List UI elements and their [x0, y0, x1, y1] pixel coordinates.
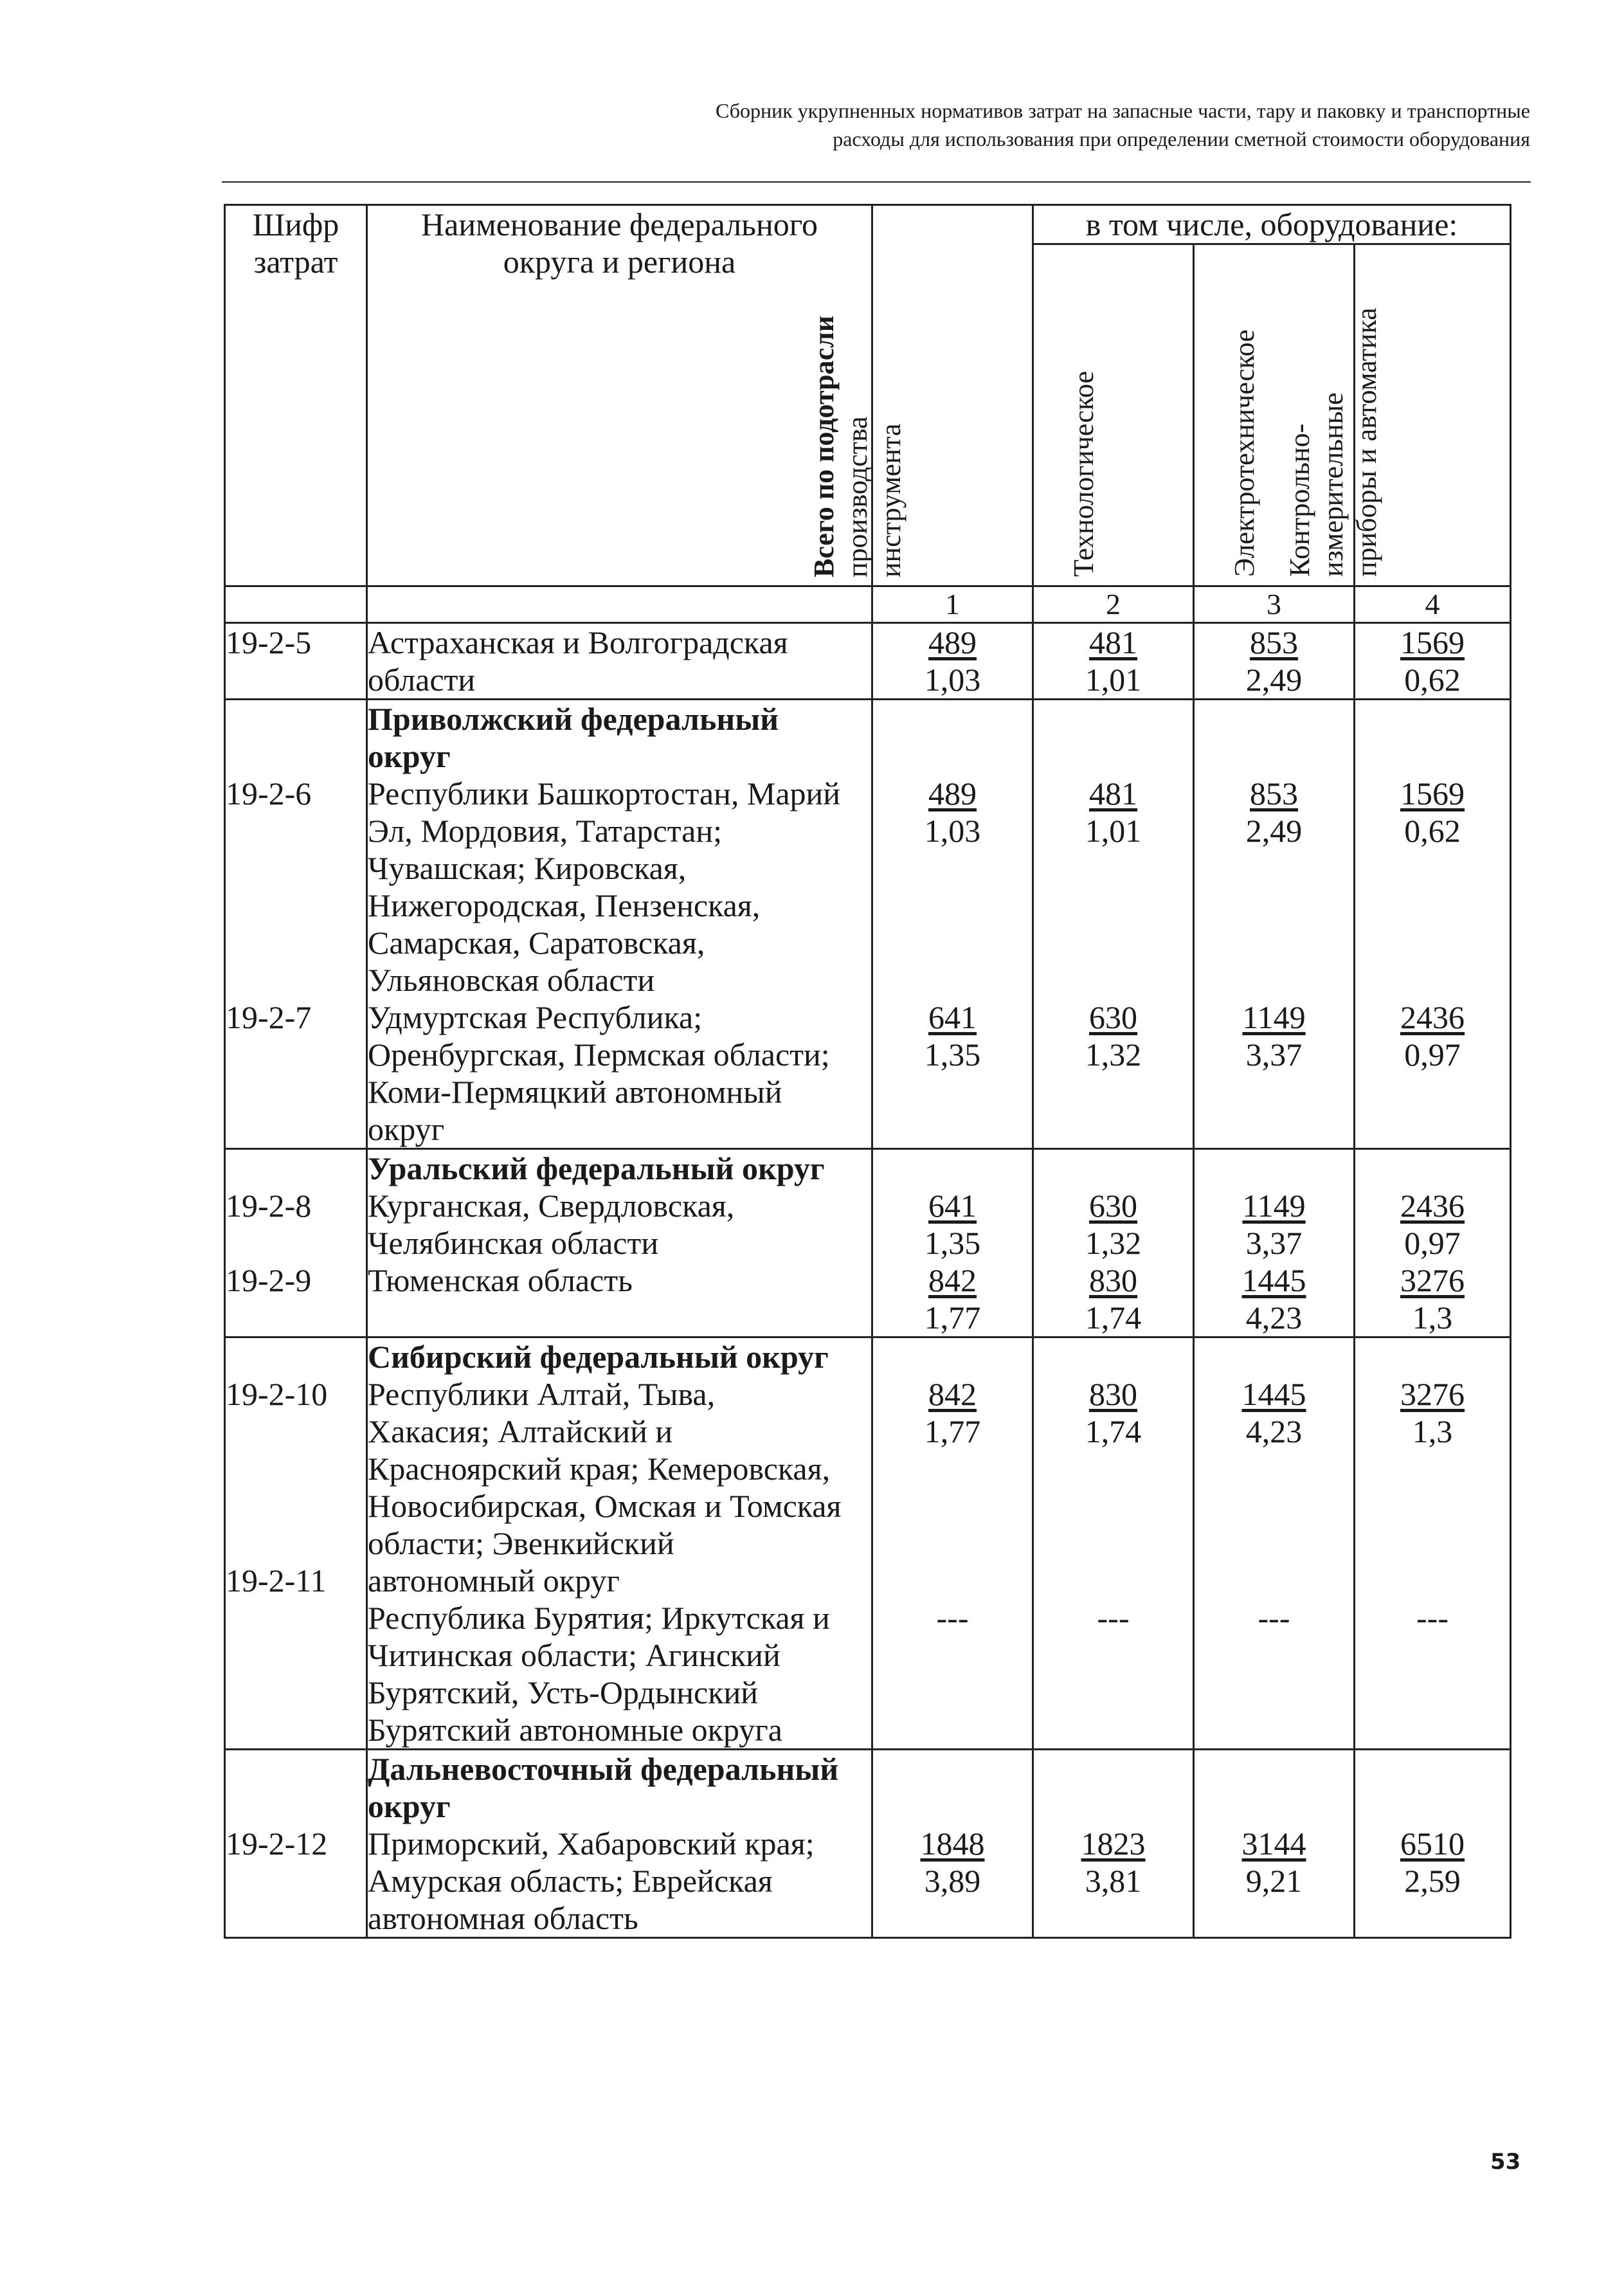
col-header-name: Наименование федерального округа и региона [367, 205, 872, 586]
page-number: 53 [1490, 2149, 1521, 2175]
row-name: Сибирский федеральный округ Республики Алтай, Тыва, Хакасия; Алтайский и Красноярский края; Кемеровская, Новосибирская, Омская и Томская области; Эвенкийский автономный округ Республика Бурятия; Иркутская и Читинская области; Агинский Бурятский, Усть-Ордынский Бурятский автономные округа [367, 1337, 872, 1750]
table-row: 19-2-6 19-2-7 Приволжский федеральный округ Республики Башкортостан, Марий Эл, Мордовия, Татарстан; Чувашская; Кировская, Нижегородская, Пензенская, Самарская, Саратовская, Ульяновская области Удмуртская Республика; Оренбургская, Пермская области; Коми-Пермяцкий автономный округ 489 1,03 641 1,35 481 1,01 630 1,32 853 2,49 1149 3,37 1569 0,62 2436 0,97 [225, 700, 1511, 1149]
row-name: Дальневосточный федеральный округ Приморский, Хабаровский края; Амурская область; Еврейская автономная область [367, 1750, 872, 1938]
col-header-including: в том числе, оборудование: [1033, 205, 1511, 244]
col-number-3: 3 [1194, 586, 1355, 623]
document-header [321, 96, 1530, 153]
row-code: 19-2-5 [226, 624, 312, 660]
col-header-elec: Электротехническое [1194, 244, 1355, 586]
col-number-4: 4 [1355, 586, 1511, 623]
row-code: 19-2-12 [226, 1826, 328, 1862]
table-row: 19-2-5 Астраханская и Волгоградская области 489 1,03 481 1,01 853 2,49 1569 0,62 [225, 623, 1511, 700]
table-row: 19-2-12 Дальневосточный федеральный округ Приморский, Хабаровский края; Амурская область; Еврейская автономная область 1848 3,89 1823 3,81 3144 9,21 6510 2,59 [225, 1750, 1511, 1938]
table-row: 19-2-10 19-2-11 Сибирский федеральный округ Республики Алтай, Тыва, Хакасия; Алтайский и Красноярский края; Кемеровская, Новосибирская, Омская и Томская области; Эвенкийский автономный округ Республика Бурятия; Иркутская и Читинская области; Агинский Бурятский, Усть-Ордынский Бурятский автономные округа 842 1,77 --- 830 1,74 --- 1445 4,23 --- 3276 1,3 --- [225, 1337, 1511, 1750]
col-number-1: 1 [872, 586, 1033, 623]
row-name: Приволжский федеральный округ Республики Башкортостан, Марий Эл, Мордовия, Татарстан; Чувашская; Кировская, Нижегородская, Пензенская, Самарская, Саратовская, Ульяновская области Удмуртская Республика; Оренбургская, Пермская области; Коми-Пермяцкий автономный округ [367, 700, 872, 1149]
district-title: Сибирский федеральный округ [368, 1339, 829, 1375]
row-code: 19-2-11 [226, 1563, 327, 1599]
row-name: Уральский федеральный округ Курганская, Свердловская, Челябинская области Тюменская область [367, 1149, 872, 1337]
row-code: 19-2-6 [226, 775, 312, 811]
header-line-1: Сборник укрупненных нормативов затрат на запасные части, тару и паковку и транспортные [715, 99, 1530, 122]
district-title: Приволжский федеральный [368, 701, 779, 737]
row-code: 19-2-8 [226, 1188, 312, 1224]
col-number-2: 2 [1033, 586, 1194, 623]
col-header-tech: Технологическое [1033, 244, 1194, 586]
district-title: Дальневосточный федеральный [368, 1751, 839, 1787]
header-line-2: расходы для использования при определении сметной стоимости оборудования [833, 127, 1530, 150]
row-code: 19-2-9 [226, 1262, 312, 1298]
col-header-code: Шифр затрат [225, 205, 367, 586]
col-header-total: Всего по подотрасли производства инструмента [872, 205, 1033, 586]
district-title: Уральский федеральный округ [368, 1150, 825, 1186]
row-name: Астраханская и Волгоградская области [367, 623, 872, 700]
header-rule [222, 181, 1531, 183]
table-row: 19-2-8 19-2-9 Уральский федеральный округ Курганская, Свердловская, Челябинская области Тюменская область 641 1,35 842 1,77 630 1,32 830 1,74 1149 3,37 1445 4,23 2436 0,97 3276 1,3 [225, 1149, 1511, 1337]
row-code: 19-2-7 [226, 999, 312, 1035]
col-header-kip: Контрольно- измерительные приборы и автоматика [1355, 244, 1511, 586]
cost-table [224, 204, 1511, 1939]
row-code: 19-2-10 [226, 1376, 328, 1412]
